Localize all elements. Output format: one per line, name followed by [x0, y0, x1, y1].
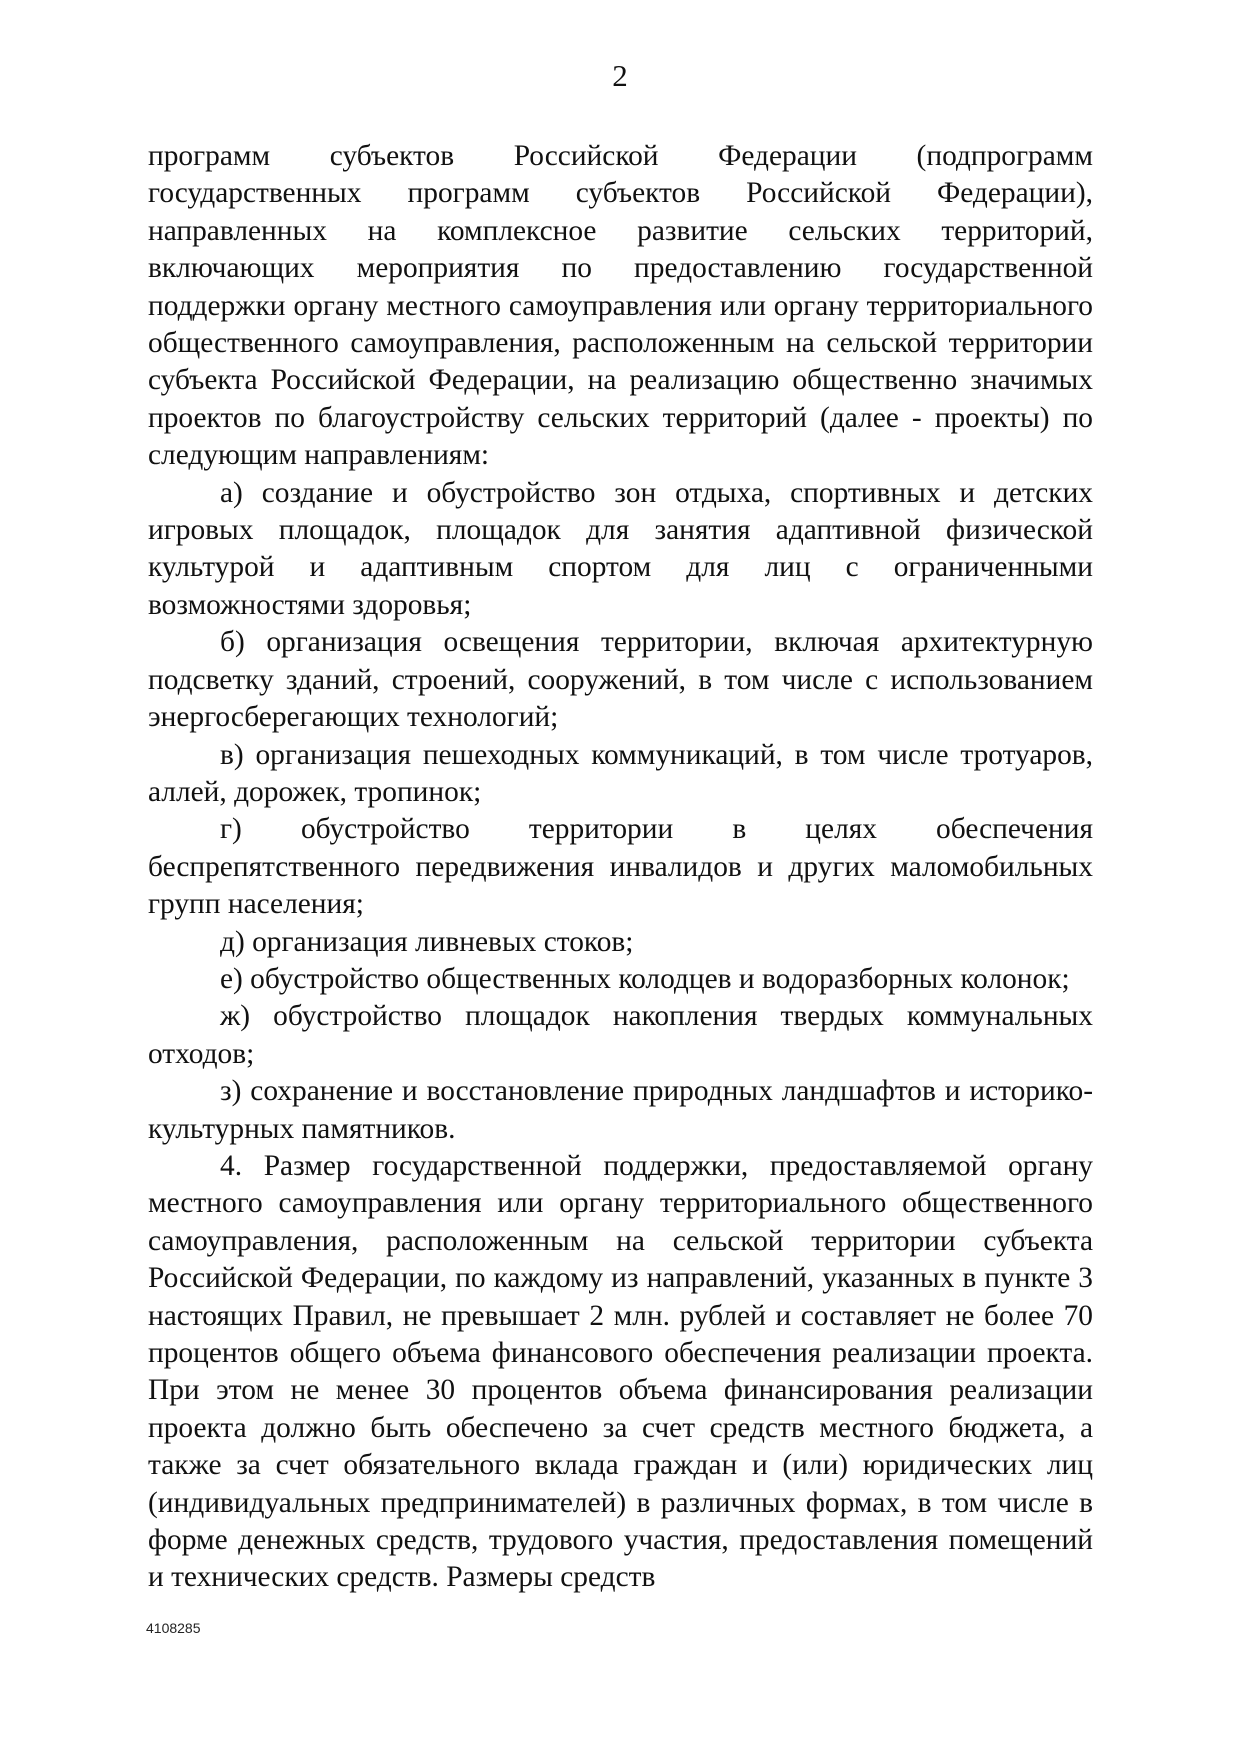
paragraph-item-b: б) организация освещения территории, включая архитектурную подсветку зданий, строений, сооружений, в том числе с использованием энергосберегающих технологий;	[148, 626, 1093, 734]
paragraph-intro: программ субъектов Российской Федерации (подпрограмм государственных программ субъектов Российской Федерации), направленных на комплексное развитие сельских территорий, включающих мероприятия по предоставлению государственной поддержки органу местного самоуправления или органу территориального общественного самоуправления, расположенным на сельской территории субъекта Российской Федерации, на реализацию общественно значимых проектов по благоустройству сельских территорий (далее - проекты) по следующим направлениям:	[148, 140, 1093, 472]
page-number: 2	[612, 58, 628, 93]
document-body	[148, 138, 1093, 1597]
paragraph-item-zh: ж) обустройство площадок накопления твердых коммунальных отходов;	[148, 1000, 1093, 1070]
paragraph-item-a: а) создание и обустройство зон отдыха, спортивных и детских игровых площадок, площадок для занятия адаптивной физической культурой и адаптивным спортом для лиц с ограниченными возможностями здоровья;	[148, 476, 1093, 621]
paragraph-item-z: з) сохранение и восстановление природных ландшафтов и историко-культурных памятников.	[148, 1075, 1093, 1145]
paragraph-item-v: в) организация пешеходных коммуникаций, в том числе тротуаров, аллей, дорожек, тропинок;	[148, 738, 1093, 808]
document-code: 4108285	[146, 1620, 201, 1636]
paragraph-section-4: 4. Размер государственной поддержки, предоставляемой органу местного самоуправления или органу территориального общественного самоуправления, расположенным на сельской территории субъекта Российской Федерации, по каждому из направлений, указанных в пункте 3 настоящих Правил, не превышает 2 млн. рублей и составляет не более 70 процентов общего объема финансового обеспечения реализации проекта. При этом не менее 30 процентов объема финансирования реализации проекта должно быть обеспечено за счет средств местного бюджета, а также за счет обязательного вклада граждан и (или) юридических лиц (индивидуальных предпринимателей) в различных формах, в том числе в форме денежных средств, трудового участия, предоставления помещений и технических средств. Размеры средств	[148, 1149, 1093, 1594]
paragraph-item-e: е) обустройство общественных колодцев и водоразборных колонок;	[220, 962, 1070, 995]
paragraph-item-d: д) организация ливневых стоков;	[220, 925, 634, 958]
paragraph-item-g: г) обустройство территории в целях обеспечения беспрепятственного передвижения инвалидов и других маломобильных групп населения;	[148, 813, 1093, 921]
